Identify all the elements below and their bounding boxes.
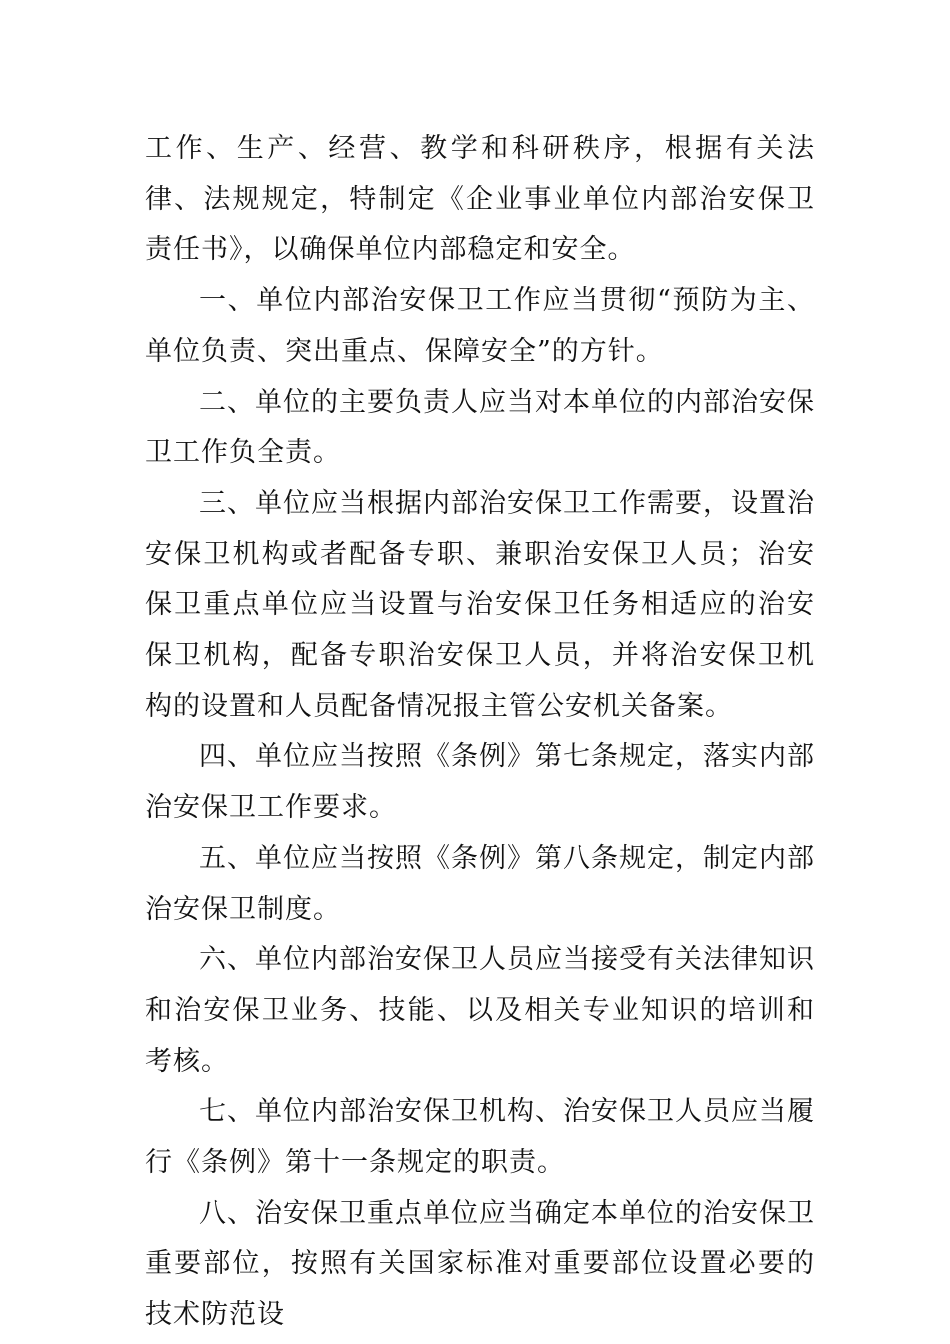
- paragraph-item-5: 五、单位应当按照《条例》第八条规定，制定内部治安保卫制度。: [145, 842, 815, 925]
- paragraph-item-7: 七、单位内部治安保卫机构、治安保卫人员应当履行《条例》第十一条规定的职责。: [145, 1096, 815, 1179]
- paragraph-item-6: 六、单位内部治安保卫人员应当接受有关法律知识和治安保卫业务、技能、以及相关专业知识的培训和考核。: [145, 944, 815, 1077]
- paragraph-item-1: 一、单位内部治安保卫工作应当贯彻“预防为主、单位负责、突出重点、保障安全”的方针。: [145, 285, 815, 367]
- paragraph-item-8: 八、治安保卫重点单位应当确定本单位的治安保卫重要部位，按照有关国家标准对重要部位设置必要的技术防范设: [145, 1197, 815, 1331]
- paragraph-item-3: 三、单位应当根据内部治安保卫工作需要，设置治安保卫机构或者配备专职、兼职治安保卫人员；治安保卫重点单位应当设置与治安保卫任务相适应的治安保卫机构，配备专职治安保卫人员，并将治安保卫机构的设置和人员配备情况报主管公安机关备案。: [145, 487, 815, 722]
- paragraph-item-4: 四、单位应当按照《条例》第七条规定，落实内部治安保卫工作要求。: [145, 741, 815, 824]
- document-body: [145, 124, 815, 1341]
- paragraph-intro: 工作、生产、经营、教学和科研秩序，根据有关法律、法规规定，特制定《企业事业单位内部治安保卫责任书》，以确保单位内部稳定和安全。: [145, 133, 815, 266]
- paragraph-item-2: 二、单位的主要负责人应当对本单位的内部治安保卫工作负全责。: [145, 386, 815, 469]
